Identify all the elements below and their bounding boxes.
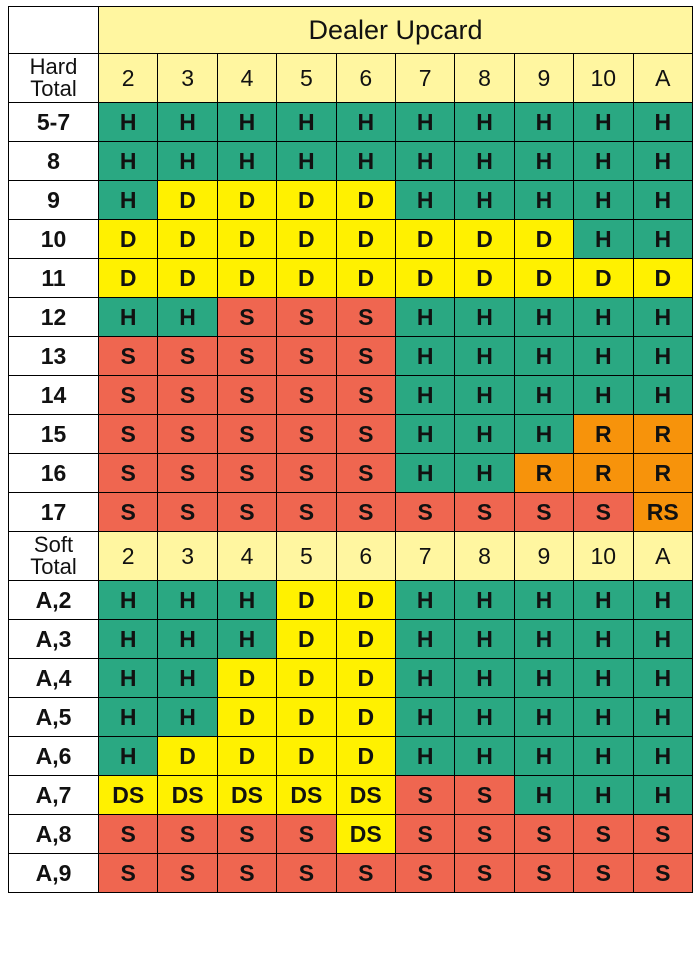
upcard-header-10: 10 <box>574 532 633 581</box>
action-cell: S <box>633 854 692 893</box>
action-cell: H <box>633 142 692 181</box>
action-cell: DS <box>336 815 395 854</box>
soft-row <box>9 854 693 893</box>
action-cell: H <box>158 698 217 737</box>
upcard-header-4: 4 <box>217 532 276 581</box>
action-cell: D <box>217 259 276 298</box>
action-cell: S <box>395 815 454 854</box>
player-hand-label: 11 <box>9 259 99 298</box>
action-cell: D <box>158 220 217 259</box>
action-cell: H <box>336 103 395 142</box>
action-cell: D <box>336 737 395 776</box>
action-cell: H <box>99 620 158 659</box>
action-cell: S <box>277 815 336 854</box>
soft-row <box>9 620 693 659</box>
action-cell: DS <box>277 776 336 815</box>
action-cell: H <box>633 620 692 659</box>
action-cell: S <box>336 298 395 337</box>
action-cell: H <box>395 103 454 142</box>
action-cell: S <box>455 854 514 893</box>
action-cell: D <box>395 259 454 298</box>
upcard-header-2: 2 <box>99 54 158 103</box>
soft-total-label <box>9 532 99 581</box>
hard-row <box>9 298 693 337</box>
upcard-header-9: 9 <box>514 54 573 103</box>
action-cell: H <box>455 142 514 181</box>
action-cell: H <box>514 376 573 415</box>
action-cell: R <box>574 454 633 493</box>
action-cell: S <box>99 815 158 854</box>
action-cell: D <box>633 259 692 298</box>
action-cell: S <box>217 493 276 532</box>
action-cell: S <box>277 376 336 415</box>
action-cell: RS <box>633 493 692 532</box>
action-cell: H <box>514 415 573 454</box>
action-cell: H <box>395 376 454 415</box>
action-cell: D <box>158 737 217 776</box>
action-cell: H <box>455 376 514 415</box>
action-cell: D <box>217 698 276 737</box>
action-cell: H <box>633 698 692 737</box>
action-cell: H <box>574 220 633 259</box>
action-cell: S <box>217 454 276 493</box>
action-cell: D <box>336 581 395 620</box>
action-cell: H <box>455 415 514 454</box>
action-cell: S <box>217 415 276 454</box>
hard-header-row <box>9 54 693 103</box>
player-hand-label: A,6 <box>9 737 99 776</box>
action-cell: S <box>158 454 217 493</box>
action-cell: S <box>336 415 395 454</box>
action-cell: H <box>514 337 573 376</box>
action-cell: S <box>99 854 158 893</box>
action-cell: H <box>455 103 514 142</box>
action-cell: H <box>574 581 633 620</box>
action-cell: S <box>514 493 573 532</box>
action-cell: H <box>633 181 692 220</box>
upcard-header-a: A <box>633 532 692 581</box>
action-cell: H <box>514 142 573 181</box>
action-cell: H <box>217 103 276 142</box>
action-cell: H <box>574 298 633 337</box>
action-cell: D <box>99 220 158 259</box>
player-hand-label: A,5 <box>9 698 99 737</box>
action-cell: H <box>158 103 217 142</box>
upcard-header-7: 7 <box>395 54 454 103</box>
action-cell: S <box>336 493 395 532</box>
action-cell: D <box>514 220 573 259</box>
action-cell: S <box>158 854 217 893</box>
action-cell: H <box>633 298 692 337</box>
action-cell: H <box>395 181 454 220</box>
soft-row <box>9 737 693 776</box>
soft-row <box>9 698 693 737</box>
action-cell: S <box>633 815 692 854</box>
player-hand-label: 9 <box>9 181 99 220</box>
action-cell: H <box>514 737 573 776</box>
title-row <box>9 7 693 54</box>
action-cell: S <box>574 815 633 854</box>
dealer-upcard-title: Dealer Upcard <box>99 7 693 54</box>
action-cell: H <box>455 337 514 376</box>
action-cell: H <box>99 737 158 776</box>
action-cell: D <box>574 259 633 298</box>
action-cell: S <box>99 337 158 376</box>
action-cell: D <box>277 259 336 298</box>
action-cell: H <box>158 581 217 620</box>
action-cell: S <box>277 415 336 454</box>
action-cell: R <box>633 415 692 454</box>
player-hand-label: 13 <box>9 337 99 376</box>
hard-row <box>9 103 693 142</box>
action-cell: S <box>277 298 336 337</box>
upcard-header-10: 10 <box>574 54 633 103</box>
player-hand-label: 15 <box>9 415 99 454</box>
action-cell: H <box>336 142 395 181</box>
action-cell: D <box>217 659 276 698</box>
action-cell: H <box>99 581 158 620</box>
action-cell: H <box>574 776 633 815</box>
action-cell: S <box>336 337 395 376</box>
hard-row <box>9 181 693 220</box>
player-hand-label: A,8 <box>9 815 99 854</box>
action-cell: D <box>336 220 395 259</box>
action-cell: R <box>574 415 633 454</box>
action-cell: S <box>395 854 454 893</box>
action-cell: H <box>217 581 276 620</box>
action-cell: D <box>277 698 336 737</box>
action-cell: H <box>395 620 454 659</box>
action-cell: D <box>336 181 395 220</box>
action-cell: H <box>514 581 573 620</box>
upcard-header-4: 4 <box>217 54 276 103</box>
action-cell: H <box>633 376 692 415</box>
action-cell: S <box>99 493 158 532</box>
action-cell: D <box>514 259 573 298</box>
action-cell: DS <box>336 776 395 815</box>
action-cell: H <box>633 659 692 698</box>
action-cell: H <box>395 298 454 337</box>
action-cell: S <box>217 815 276 854</box>
action-cell: H <box>514 620 573 659</box>
action-cell: H <box>158 142 217 181</box>
action-cell: S <box>336 854 395 893</box>
action-cell: DS <box>99 776 158 815</box>
action-cell: H <box>633 220 692 259</box>
action-cell: H <box>514 298 573 337</box>
action-cell: D <box>277 220 336 259</box>
action-cell: S <box>574 854 633 893</box>
action-cell: H <box>574 737 633 776</box>
action-cell: S <box>158 376 217 415</box>
action-cell: S <box>99 376 158 415</box>
action-cell: S <box>217 298 276 337</box>
action-cell: DS <box>158 776 217 815</box>
action-cell: H <box>99 181 158 220</box>
action-cell: D <box>455 259 514 298</box>
action-cell: D <box>158 181 217 220</box>
player-hand-label: 17 <box>9 493 99 532</box>
hard-row <box>9 259 693 298</box>
action-cell: H <box>158 659 217 698</box>
action-cell: D <box>217 220 276 259</box>
action-cell: S <box>336 376 395 415</box>
player-hand-label: 16 <box>9 454 99 493</box>
action-cell: S <box>395 776 454 815</box>
soft-label-line1: Soft <box>33 532 74 557</box>
action-cell: D <box>277 659 336 698</box>
action-cell: H <box>99 103 158 142</box>
action-cell: S <box>217 376 276 415</box>
hard-row <box>9 142 693 181</box>
strategy-chart <box>8 6 693 893</box>
action-cell: H <box>514 659 573 698</box>
action-cell: H <box>99 698 158 737</box>
action-cell: R <box>633 454 692 493</box>
player-hand-label: A,2 <box>9 581 99 620</box>
action-cell: H <box>633 581 692 620</box>
action-cell: S <box>99 454 158 493</box>
action-cell: S <box>158 415 217 454</box>
action-cell: S <box>455 776 514 815</box>
soft-header-row <box>9 532 693 581</box>
action-cell: H <box>574 659 633 698</box>
action-cell: S <box>514 854 573 893</box>
action-cell: H <box>574 103 633 142</box>
action-cell: D <box>217 737 276 776</box>
hard-row <box>9 454 693 493</box>
action-cell: H <box>395 142 454 181</box>
action-cell: S <box>574 493 633 532</box>
upcard-header-7: 7 <box>395 532 454 581</box>
action-cell: D <box>277 737 336 776</box>
action-cell: S <box>217 337 276 376</box>
action-cell: H <box>455 659 514 698</box>
action-cell: H <box>633 776 692 815</box>
hard-row <box>9 376 693 415</box>
action-cell: H <box>455 737 514 776</box>
action-cell: DS <box>217 776 276 815</box>
action-cell: D <box>217 181 276 220</box>
action-cell: H <box>574 620 633 659</box>
player-hand-label: 8 <box>9 142 99 181</box>
upcard-header-5: 5 <box>277 532 336 581</box>
action-cell: S <box>158 815 217 854</box>
action-cell: S <box>277 454 336 493</box>
action-cell: H <box>395 337 454 376</box>
hard-row <box>9 337 693 376</box>
player-hand-label: 10 <box>9 220 99 259</box>
upcard-header-9: 9 <box>514 532 573 581</box>
action-cell: H <box>455 454 514 493</box>
action-cell: S <box>277 337 336 376</box>
hard-row <box>9 220 693 259</box>
action-cell: D <box>455 220 514 259</box>
action-cell: H <box>514 103 573 142</box>
action-cell: H <box>158 620 217 659</box>
upcard-header-6: 6 <box>336 54 395 103</box>
action-cell: H <box>574 337 633 376</box>
action-cell: H <box>395 454 454 493</box>
action-cell: S <box>158 493 217 532</box>
action-cell: D <box>277 581 336 620</box>
action-cell: H <box>277 103 336 142</box>
action-cell: D <box>158 259 217 298</box>
player-hand-label: 12 <box>9 298 99 337</box>
action-cell: S <box>455 815 514 854</box>
action-cell: D <box>277 181 336 220</box>
action-cell: H <box>277 142 336 181</box>
action-cell: H <box>99 659 158 698</box>
action-cell: H <box>574 376 633 415</box>
player-hand-label: A,4 <box>9 659 99 698</box>
action-cell: S <box>277 854 336 893</box>
action-cell: H <box>455 581 514 620</box>
action-cell: H <box>574 142 633 181</box>
action-cell: H <box>395 415 454 454</box>
action-cell: H <box>217 620 276 659</box>
hard-label-line2: Total <box>30 76 77 101</box>
upcard-header-5: 5 <box>277 54 336 103</box>
action-cell: H <box>217 142 276 181</box>
player-hand-label: A,9 <box>9 854 99 893</box>
player-hand-label: 5-7 <box>9 103 99 142</box>
action-cell: D <box>277 620 336 659</box>
action-cell: H <box>514 698 573 737</box>
action-cell: D <box>395 220 454 259</box>
upcard-header-8: 8 <box>455 532 514 581</box>
upcard-header-a: A <box>633 54 692 103</box>
action-cell: H <box>99 142 158 181</box>
action-cell: H <box>455 698 514 737</box>
action-cell: S <box>277 493 336 532</box>
player-hand-label: A,7 <box>9 776 99 815</box>
action-cell: H <box>99 298 158 337</box>
upcard-header-6: 6 <box>336 532 395 581</box>
hard-row <box>9 415 693 454</box>
soft-row <box>9 815 693 854</box>
action-cell: H <box>395 698 454 737</box>
action-cell: D <box>336 620 395 659</box>
action-cell: H <box>514 776 573 815</box>
player-hand-label: A,3 <box>9 620 99 659</box>
upcard-header-3: 3 <box>158 532 217 581</box>
action-cell: S <box>158 337 217 376</box>
action-cell: H <box>574 181 633 220</box>
upcard-header-3: 3 <box>158 54 217 103</box>
corner-cell <box>9 7 99 54</box>
action-cell: H <box>633 337 692 376</box>
action-cell: D <box>99 259 158 298</box>
action-cell: S <box>395 493 454 532</box>
action-cell: S <box>455 493 514 532</box>
action-cell: H <box>395 659 454 698</box>
action-cell: H <box>455 620 514 659</box>
player-hand-label: 14 <box>9 376 99 415</box>
soft-row <box>9 776 693 815</box>
action-cell: D <box>336 698 395 737</box>
action-cell: H <box>574 698 633 737</box>
soft-row <box>9 581 693 620</box>
upcard-header-2: 2 <box>99 532 158 581</box>
action-cell: H <box>455 181 514 220</box>
action-cell: D <box>336 259 395 298</box>
hard-row <box>9 493 693 532</box>
action-cell: H <box>395 737 454 776</box>
action-cell: R <box>514 454 573 493</box>
action-cell: S <box>99 415 158 454</box>
action-cell: H <box>395 581 454 620</box>
soft-row <box>9 659 693 698</box>
soft-label-line2: Total <box>30 554 77 579</box>
hard-total-label <box>9 54 99 103</box>
action-cell: H <box>455 298 514 337</box>
action-cell: S <box>217 854 276 893</box>
action-cell: H <box>633 103 692 142</box>
action-cell: H <box>514 181 573 220</box>
action-cell: H <box>158 298 217 337</box>
action-cell: H <box>633 737 692 776</box>
action-cell: D <box>336 659 395 698</box>
action-cell: S <box>514 815 573 854</box>
upcard-header-8: 8 <box>455 54 514 103</box>
hard-label-line1: Hard <box>29 54 78 79</box>
action-cell: S <box>336 454 395 493</box>
